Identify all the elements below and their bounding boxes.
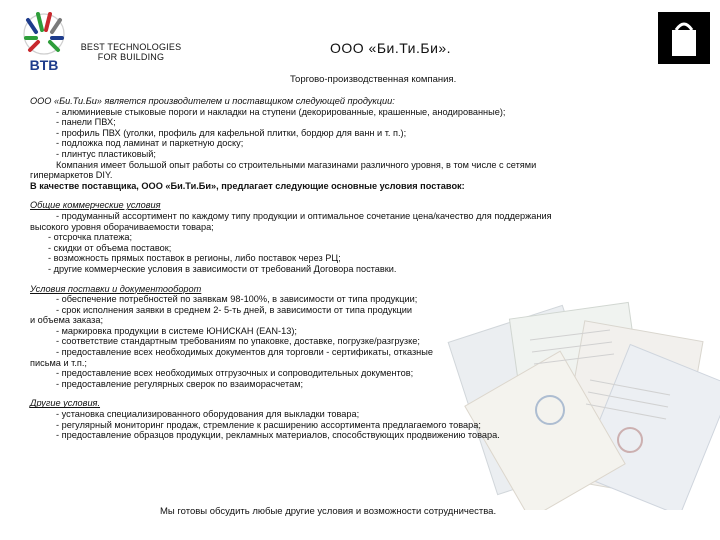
- experience-line-1: Компания имеет большой опыт работы со строительными магазинами различного уровня, в том числе с сетями: [56, 159, 537, 170]
- company-tagline: [78, 42, 184, 62]
- list-item: - срок исполнения заявки в среднем 2- 5-ть дней, в зависимости от типа продукции: [56, 304, 412, 315]
- list-item: - предоставление всех необходимых отгрузочных и сопроводительных документов;: [56, 368, 414, 379]
- list-item: - предоставление всех необходимых документов для торговли - сертификаты, отказные: [56, 347, 433, 358]
- logo-text: BTB: [29, 57, 59, 73]
- section-heading-other: Другие условия.: [30, 398, 101, 409]
- list-item: - панели ПВХ;: [56, 117, 116, 128]
- experience-line-2: гипермаркетов DIY.: [30, 170, 113, 181]
- list-item: - продуманный ассортимент по каждому типу продукции и оптимальное сочетание цена/качество для поддержания: [56, 210, 552, 221]
- document-body: [30, 96, 702, 441]
- list-item: - подложка под ламинат и паркетную доску;: [56, 138, 244, 149]
- list-item: - соответствие стандартным требованиям по упаковке, доставке, погрузке/разгрузке;: [56, 336, 420, 347]
- list-item: - возможность прямых поставок в регионы, либо поставок через РЦ;: [48, 253, 341, 264]
- bag-handle-icon: [654, 8, 714, 68]
- company-title: ООО «Би.Ти.Би».: [330, 40, 452, 56]
- list-item: - скидки от объема поставок;: [48, 242, 172, 253]
- list-item: и объема заказа;: [30, 315, 104, 326]
- offer-statement: В качестве поставщика, ООО «Би.Ти.Би», предлагает следующие основные условия поставок:: [30, 180, 465, 191]
- btb-logo-icon: [18, 8, 70, 74]
- list-item: - обеспечение потребностей по заявкам 98-100%, в зависимости от типа продукции;: [56, 294, 418, 305]
- list-item: - алюминиевые стыковые пороги и накладки на ступени (декорированные, крашенные, анодированные);: [56, 106, 506, 117]
- list-item: - предоставление регулярных сверок по взаиморасчетам;: [56, 378, 304, 389]
- list-item: - маркировка продукции в системе ЮНИСКАН (EAN-13);: [56, 325, 297, 336]
- list-item: высокого уровня оборачиваемости товара;: [30, 221, 214, 232]
- list-item: - профиль ПВХ (уголки, профиль для кафельной плитки, бордюр для ванн и т. п.);: [56, 127, 407, 138]
- list-item: - плинтус пластиковый;: [56, 148, 156, 159]
- list-item: - другие коммерческие условия в зависимости от требований Договора поставки.: [48, 263, 397, 274]
- list-item: - установка специализированного оборудования для выкладки товара;: [56, 409, 360, 420]
- company-subtitle: Торгово-производственная компания.: [290, 74, 457, 85]
- intro-lead: ООО «Би.Ти.Би» является производителем и поставщиком следующей продукции:: [30, 96, 395, 106]
- section-heading-delivery: Условия поставки и документооборот: [30, 283, 202, 294]
- tagline-line-1: BEST TECHNOLOGIES: [80, 42, 182, 52]
- list-item: - предоставление образцов продукции, рекламных материалов, способствующих продвижению товара.: [56, 430, 500, 441]
- closing-statement: Мы готовы обсудить любые другие условия и возможности сотрудничества.: [160, 506, 497, 517]
- section-heading-commercial: Общие коммерческие условия: [30, 200, 161, 211]
- list-item: письма и т.п.;: [30, 357, 87, 368]
- list-item: - отсрочка платежа;: [48, 232, 133, 243]
- list-item: - регулярный мониторинг продаж, стремление к расширению ассортимента предлагаемого товара;: [56, 419, 481, 430]
- tagline-line-2: FOR BUILDING: [97, 52, 165, 62]
